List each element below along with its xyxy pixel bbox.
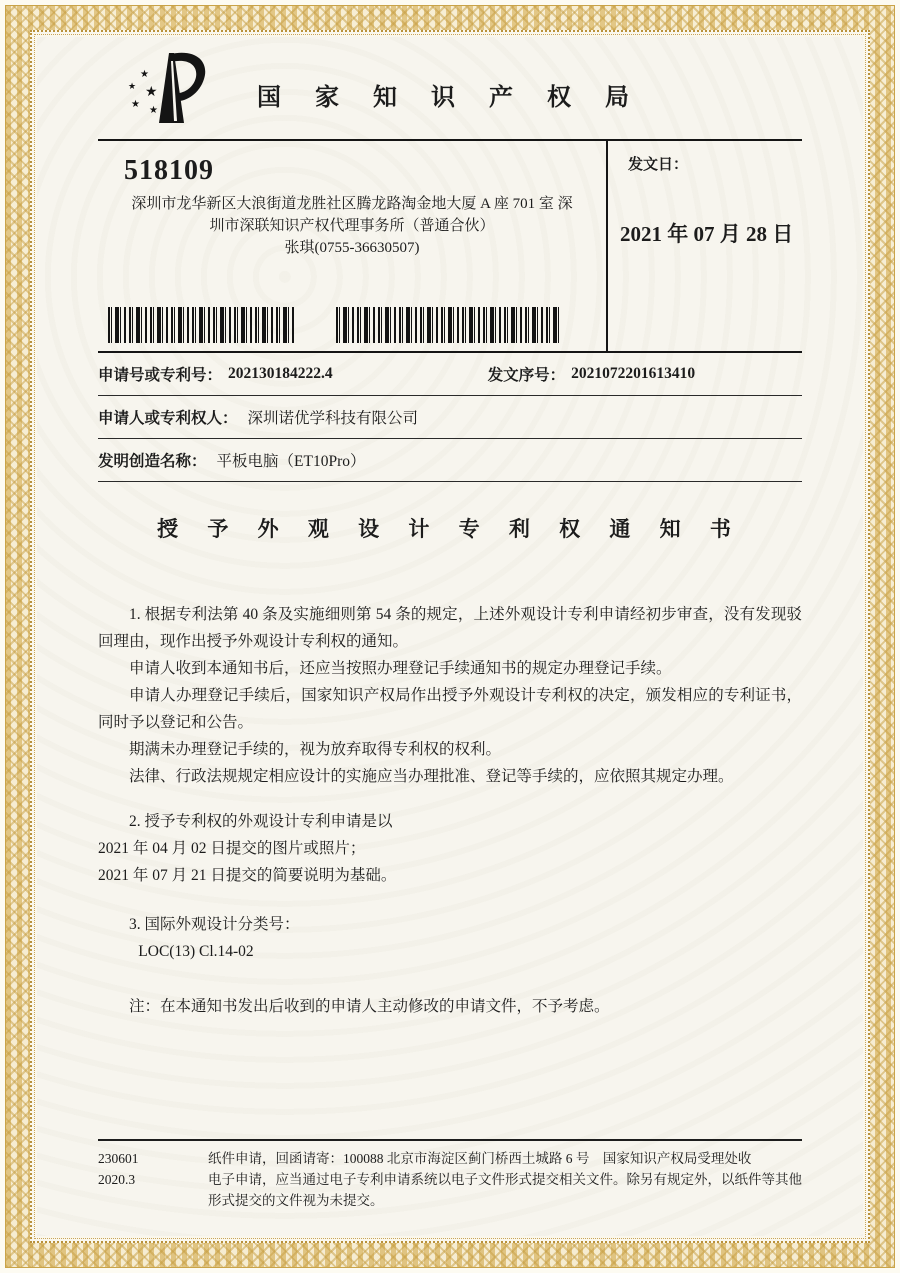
dispatch-date-value: 2021 年 07 月 28 日 xyxy=(620,222,794,246)
paragraph-8: 2021 年 07 月 21 日提交的简要说明为基础。 xyxy=(98,867,397,884)
barcode-right xyxy=(336,307,560,343)
paragraph-11: 注：在本通知书发出后收到的申请人主动修改的申请文件，不予考虑。 xyxy=(129,998,610,1015)
barcode-row xyxy=(108,307,560,343)
notice-title: 授 予 外 观 设 计 专 利 权 通 知 书 xyxy=(157,517,743,541)
gold-ornamental-border xyxy=(5,5,895,1268)
serial-number-label: 发文序号： xyxy=(487,367,566,384)
recipient-cell xyxy=(98,141,606,351)
footer-version-code: 2020.3 xyxy=(98,1172,136,1187)
footer-notes xyxy=(208,1148,802,1211)
paragraph-10: LOC(13) Cl.14-02 xyxy=(138,943,254,960)
agency-title: 国 家 知 识 产 权 局 xyxy=(257,85,643,111)
notice-body xyxy=(98,601,802,1020)
svg-text:★: ★ xyxy=(149,105,158,116)
paragraph-6: 2. 授予专利权的外观设计专利申请是以 xyxy=(129,813,393,830)
footer-paper-note: 纸件申请，回函请寄：100088 北京市海淀区蓟门桥西土城路 6 号 国家知识产权局受理处收 xyxy=(208,1151,752,1166)
invention-name-row xyxy=(98,439,802,482)
invention-name-label: 发明创造名称： xyxy=(98,453,207,470)
dispatch-date-cell xyxy=(608,141,802,351)
footer-doc-code: 230601 xyxy=(98,1151,139,1166)
svg-text:★: ★ xyxy=(145,85,158,100)
case-meta xyxy=(98,353,802,482)
document-paper xyxy=(37,37,863,1236)
dispatch-date-label: 发文日： xyxy=(628,157,689,173)
paragraph-5: 法律、行政法规规定相应设计的实施应当办理批准、登记等手续的，应依照其规定办理。 xyxy=(129,768,734,785)
barcode-left xyxy=(108,307,296,343)
footer-e-note: 电子申请，应当通过电子专利申请系统以电子文件形式提交相关文件。除另有规定外，以纸件等其他形式提交的文件视为未提交。 xyxy=(208,1172,802,1208)
paragraph-3: 申请人办理登记手续后，国家知识产权局作出授予外观设计专利权的决定，颁发相应的专利证书，同时予以登记和公告。 xyxy=(98,687,802,731)
document-header xyxy=(98,49,802,139)
applicant-label: 申请人或专利权人： xyxy=(98,410,238,427)
notice-section xyxy=(98,485,802,1020)
application-number-row xyxy=(98,353,802,396)
paragraph-4: 期满未办理登记手续的，视为放弃取得专利权的权利。 xyxy=(129,741,502,758)
svg-text:★: ★ xyxy=(140,69,149,80)
footer-codes xyxy=(98,1148,208,1211)
paragraph-9: 3. 国际外观设计分类号： xyxy=(129,916,300,933)
border-bead-line-inner xyxy=(34,34,866,1239)
paragraph-7: 2021 年 04 月 02 日提交的图片或照片； xyxy=(98,840,366,857)
serial-number-value: 2021072201613410 xyxy=(571,365,696,382)
application-number-value: 202130184222.4 xyxy=(228,365,333,382)
dispatch-box xyxy=(98,139,802,353)
document-footer xyxy=(98,1139,802,1211)
border-bead-line-outer xyxy=(30,30,870,1243)
applicant-row xyxy=(98,396,802,439)
svg-text:★: ★ xyxy=(128,81,137,91)
address-line-2: 圳市深联知识产权代理事务所（普通合伙） xyxy=(209,218,495,234)
recipient-address xyxy=(98,193,606,259)
paragraph-2: 申请人收到本通知书后，还应当按照办理登记手续通知书的规定办理登记手续。 xyxy=(129,660,672,677)
address-line-1: 深圳市龙华新区大浪街道龙胜社区腾龙路淘金地大厦 A 座 701 室 深 xyxy=(131,196,573,212)
invention-name-value: 平板电脑（ET10Pro） xyxy=(216,453,366,470)
dispatch-code: 518109 xyxy=(124,155,214,186)
svg-text:★: ★ xyxy=(131,99,140,110)
applicant-value: 深圳诺优学科技有限公司 xyxy=(247,410,419,427)
paragraph-1: 1. 根据专利法第 40 条及实施细则第 54 条的规定，上述外观设计专利申请经初步审查，没有发现驳回理由，现作出授予外观设计专利权的通知。 xyxy=(98,606,802,650)
agent-contact: 张琪(0755-36630507) xyxy=(284,240,420,256)
application-number-label: 申请号或专利号： xyxy=(98,367,223,384)
